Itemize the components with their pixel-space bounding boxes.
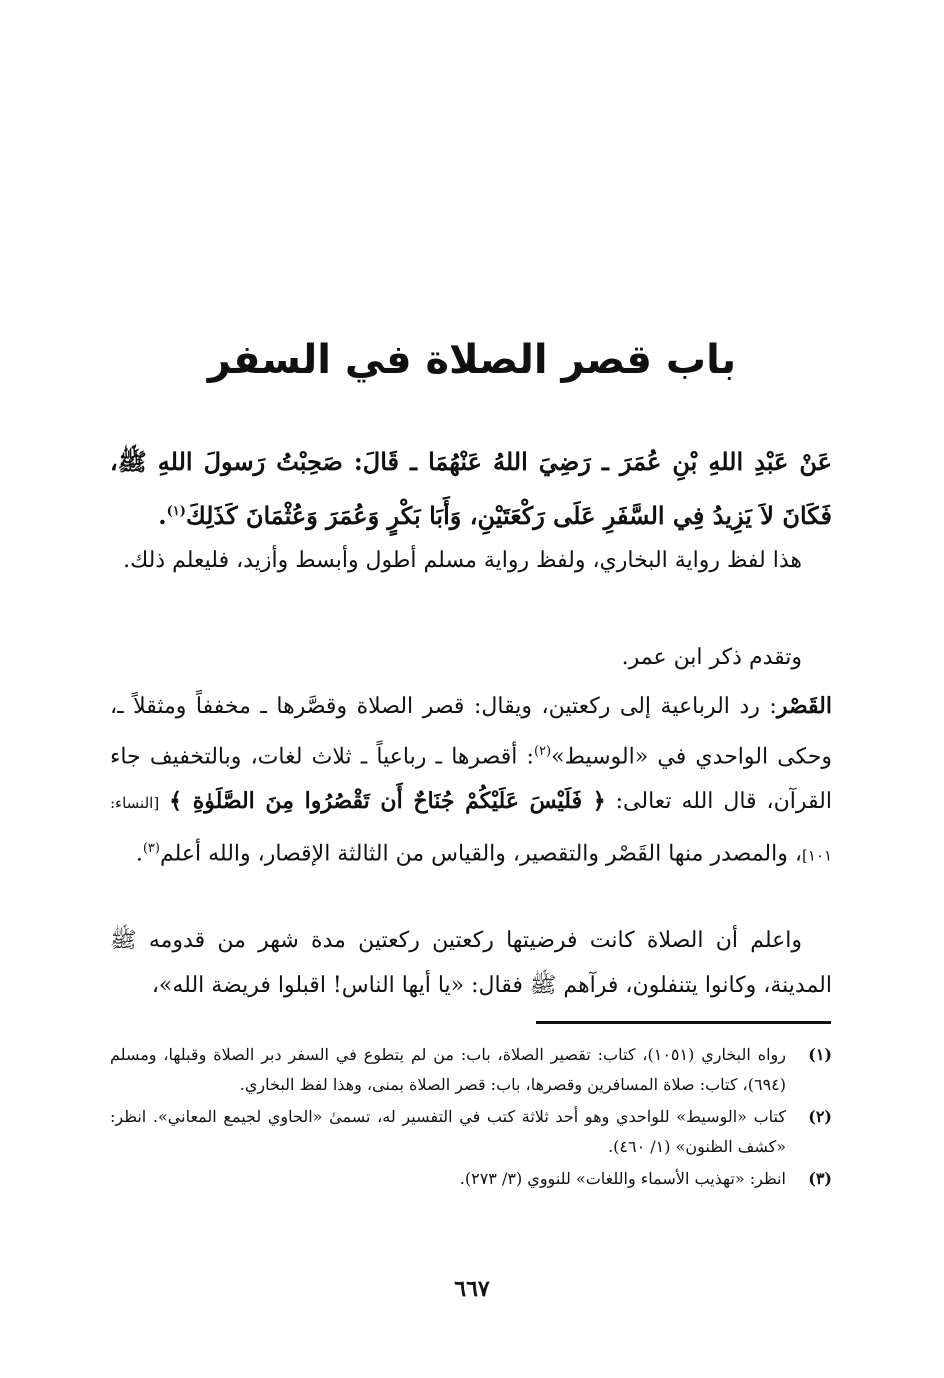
- footnote-number: (٢): [808, 1107, 832, 1126]
- footnote-number: (٣): [808, 1169, 832, 1188]
- definition-part-2: : أقصرها ـ رباعياً ـ ثلاث لغات، وبالتخفيف جاء القرآن، قال الله تعالى:: [110, 744, 832, 815]
- paragraph-narration-note: هذا لفظ رواية البخاري، ولفظ رواية مسلم أطول وأبسط وأزيد، فليعلم ذلك.: [123, 548, 802, 573]
- footnote-item: [110, 1040, 832, 1100]
- footnote-number: (١): [808, 1045, 832, 1064]
- hadith-body: عَنْ عَبْدِ اللهِ بْنِ عُمَرَ ـ رَضِيَ اللهُ عَنْهُمَا ـ قَالَ: صَحِبْتُ رَسولَ اللهِ ﷺ، فَكَانَ لاَ يَزِيدُ فِي السَّفَرِ عَلَى رَكْعَتَيْنِ، وَأَبَا بَكْرٍ وَعُمَرَ وَعُثْمَانَ كَذَلِكَ: [110, 447, 832, 530]
- footnote-item: [110, 1164, 832, 1194]
- verse-citation: [النساء: ١٠١]: [110, 794, 832, 865]
- definition-end: .: [135, 841, 143, 867]
- footnote-item: [110, 1102, 832, 1162]
- definition-part-1: : رد الرباعية إلى ركعتين، ويقال: قصر الصلاة وقصَّرها ـ مخففاً ومثقلاً ـ، وحكى الواحدي في «الوسيط»: [110, 694, 832, 770]
- footnote-ref-3: (٣): [142, 841, 160, 857]
- page-number: ٦٦٧: [454, 1276, 490, 1302]
- paragraph-definition: [110, 684, 832, 879]
- footnote-divider: [536, 1021, 831, 1024]
- footnote-ref-1: (١): [166, 504, 186, 519]
- footnote-text: رواه البخاري (١٠٥١)، كتاب: تقصير الصلاة، باب: من لم يتطوع في السفر دبر الصلاة وقبلها، ومسلم (٦٩٤)، كتاب: صلاة المسافرين وقصرها، باب: قصر الصلاة بمنى، وهذا لفظ البخاري.: [110, 1045, 786, 1094]
- footnote-ref-2: (٢): [533, 744, 552, 759]
- footnote-text: كتاب «الوسيط» للواحدي وهو أحد ثلاثة كتب في التفسير له، تسمىٰ «الحاوي لجيمع المعاني». انظر: «كشف الظنون» (١/ ٤٦٠).: [110, 1107, 786, 1156]
- hadith-text: [110, 437, 832, 541]
- definition-part-3: ، والمصدر منها القَصْر والتقصير، والقياس من الثالثة الإقصار، والله أعلم: [159, 841, 802, 867]
- paragraph-ibn-umar: وتقدم ذكر ابن عمر.: [621, 645, 802, 670]
- quran-verse: ﴿ فَلَيْسَ عَلَيْكُمْ جُنَاحٌ أَن تَقْصُرُوا مِنَ الصَّلَوٰةِ ﴾: [169, 788, 606, 815]
- paragraph-prayer-history: واعلم أن الصلاة كانت فرضيتها ركعتين ركعتين مدة شهر من قدومه ﷺ المدينة، وكانوا يتنفلون، فرآهم ﷺ فقال: «يا أيها الناس! اقبلوا فريضة الله»،: [110, 928, 832, 998]
- chapter-title: باب قصر الصلاة في السفر: [207, 337, 737, 383]
- footnotes: [110, 1040, 832, 1196]
- hadith-end: .: [158, 501, 167, 530]
- term-qasr: القَصْر: [776, 693, 832, 719]
- footnote-text: انظر: «تهذيب الأسماء واللغات» للنووي (٣/ ٢٧٣).: [459, 1169, 786, 1188]
